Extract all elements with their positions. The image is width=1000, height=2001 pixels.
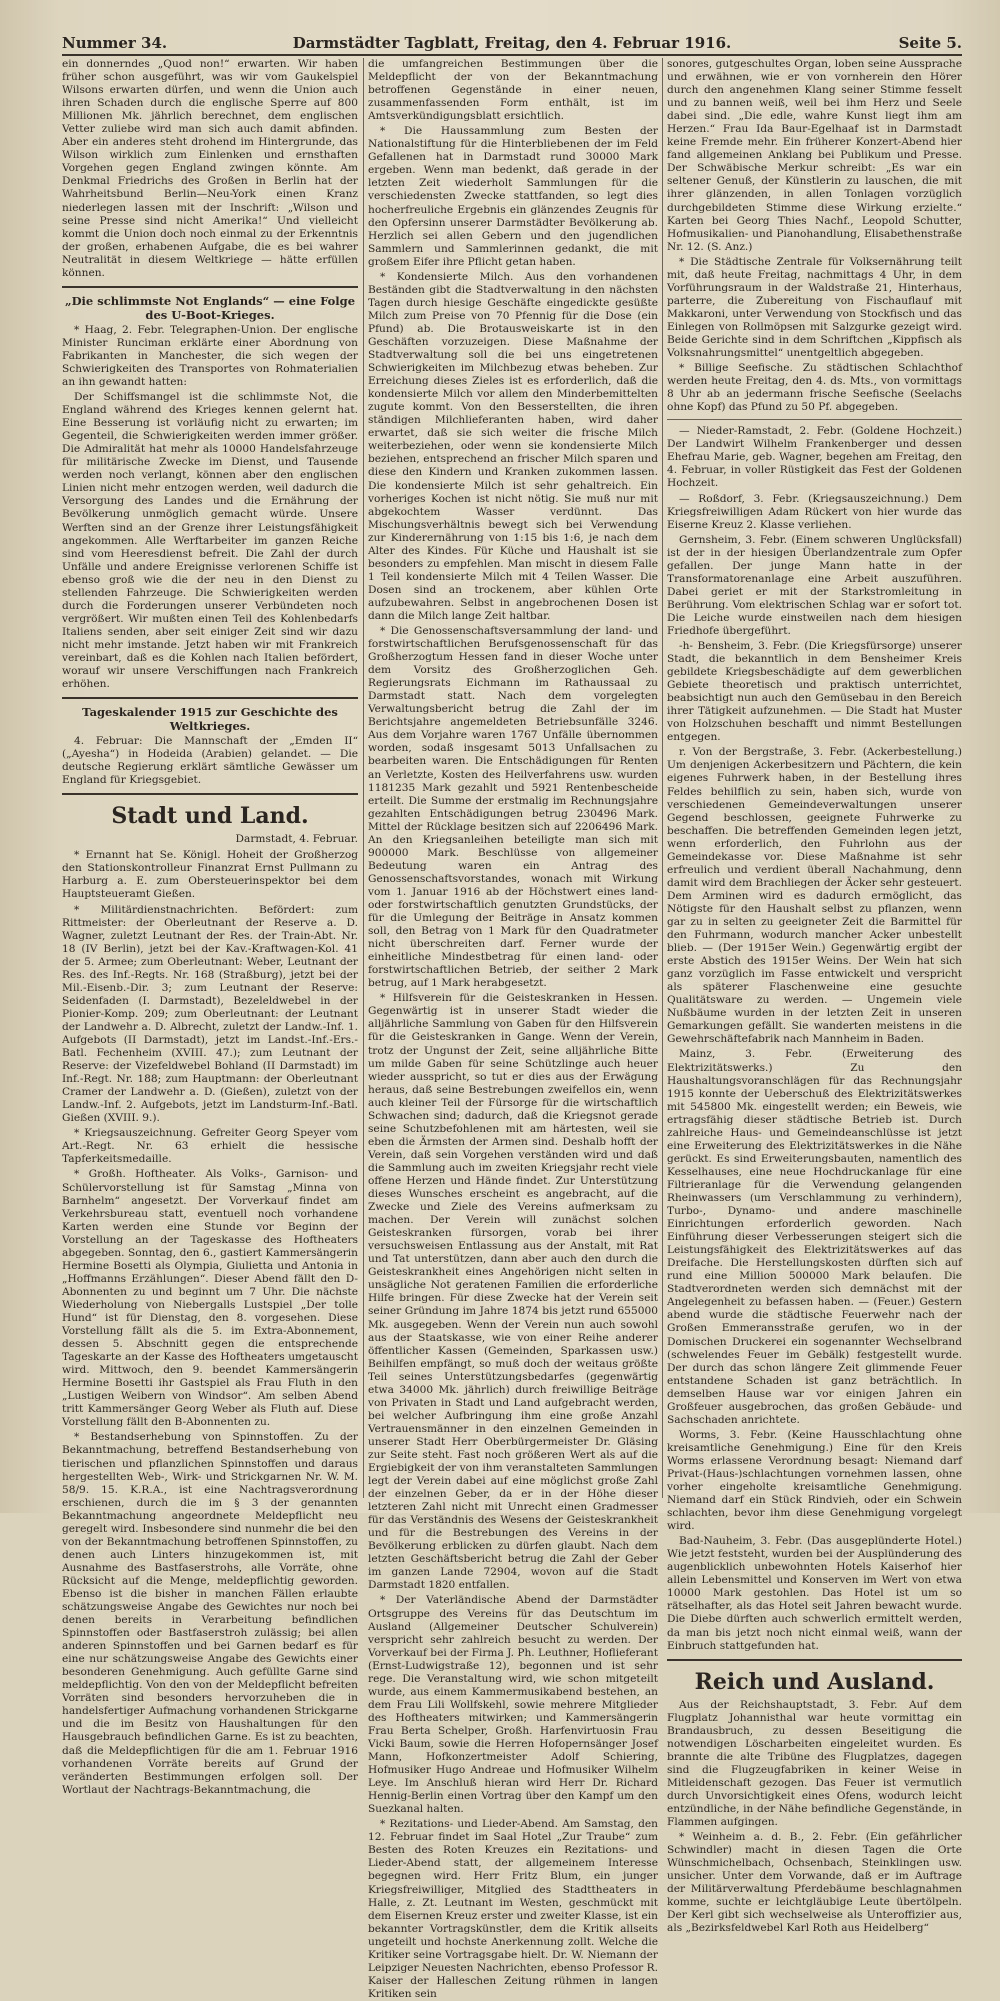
masthead-date: Darmstädter Tagblatt, Freitag, den 4. Februar 1916. xyxy=(292,34,732,52)
article-paragraph: Gernsheim, 3. Febr. (Einem schweren Unglücksfall) ist der in der hiesigen Überlandzentrale zum Opfer gefallen. Der junge Mann hatte in der Transformatorenanlage eine Arbeit auszuführen. Dabei geriet er mit der Starkstromleitung in Berührung. Vom elektrischen Schlag war er sofort tot. Die Leiche wurde einstweilen nach dem hiesigen Friedhofe übergeführt. xyxy=(667,533,962,637)
article-paragraph: * Billige Seefische. Zu städtischen Schlachthof werden heute Freitag, den 4. ds. Mts., von vormittags 8 Uhr ab an jedermann frische Seefische (Seelachs ohne Kopf) das Pfund zu 50 Pf. abgegeben. xyxy=(667,362,962,414)
section-title: Stadt und Land. xyxy=(111,803,309,830)
article-paragraph: * Großh. Hoftheater. Als Volks-, Garnison- und Schülervorstellung ist für Samstag „Minna von Barnhelm“ angesetzt. Der Vorverkauf findet am Verkehrsbureau statt, eventuell noch vorhandene Karten werden eine Stunde vor Beginn der Vorstellung an der Tageskasse des Hoftheaters abgegeben. Sonntag, den 6., gastiert Kammersängerin Hermine Bosetti als Olympia, Giulietta und Antonia in „Hoffmanns Erzählungen“. Dieser Abend fällt den D-Abonnenten zu und beginnt um 7 Uhr. Die nächste Wiederholung von Niebergalls Lustspiel „Der tolle Hund“ ist für Dienstag, den 8. vorgesehen. Diese Vorstellung fällt als die 5. im Extra-Abonnement, dessen 5. Abschnitt gegen die entsprechende Tageskarte an der Kasse des Hoftheaters umgetauscht wird. Mittwoch, den 9. beendet Kammersängerin Hermine Bosetti ihr Gastspiel als Frau Fluth in den „Lustigen Weibern von Windsor“. Am selben Abend tritt Kammersänger Georg Weber als Fluth auf. Diese Vorstellung fällt den B-Abonnenten zu. xyxy=(62,1168,358,1429)
article-paragraph: * Ernannt hat Se. Königl. Hoheit der Großherzog den Stationskontrolleur Finanzrat Ernst Pullmann zu Harburg a. E. zum Obersteuerinspektor bei dem Hauptsteueramt Gießen. xyxy=(62,849,358,901)
article-paragraph: Der Schiffsmangel ist die schlimmste Not, die England während des Krieges kennen gelernt hat. Eine Besserung ist vorläufig nicht zu erwarten; im Gegenteil, die Schwierigkeiten werden immer größer. Die Admiralität hat mehr als 10000 Handelsfahrzeuge für militärische Zwecke im Dienst, und Tausende werden noch verlangt, können aber den englischen Linien nicht mehr entzogen werden, weil dadurch die Versorgung des Landes und die Ernährung der Bevölkerung unmöglich gemacht würde. Unsere Werften sind an der Grenze ihrer Leistungsfähigkeit angekommen. Alle Werftarbeiter im ganzen Reiche sind vom Heeresdienst befreit. Die Zahl der durch Unfälle und andere Ereignisse verlorenen Schiffe ist ebenso groß wie die der neu in den Dienst zu stellenden Fahrzeuge. Die Schwierigkeiten werden durch die Forderungen unserer Verbündeten noch vergrößert. Wir mußten einen Teil des Kohlenbedarfs Italiens senden, aber seit einiger Zeit sind wir dazu nicht mehr imstande. Jetzt haben wir mit Frankreich vereinbart, daß es die Kohlen nach Italien befördert, worauf wir unsere Verschiffungen nach Frankreich erhöhen. xyxy=(62,391,358,691)
divider xyxy=(667,419,962,420)
calendar-entry: 4. Februar: Die Mannschaft der „Emden II“ („Ayesha“) in Hodeida (Arabien) gelandet. — Die deutsche Regierung erklärt sämtliche Gewässer um England für Kriegsgebiet. xyxy=(62,735,358,787)
page-number: Seite 5. xyxy=(898,34,962,52)
section-rule xyxy=(62,793,358,795)
article-paragraph: * Die Haussammlung zum Besten der Nationalstiftung für die Hinterbliebenen der im Feld Gefallenen hat in Darmstadt rund 30000 Mark ergeben. Wenn man bedenkt, daß gerade in der letzten Zeit wiederholt Sammlungen für die verschiedensten Zwecke stattfanden, so legt dies hocherfreuliche Ergebnis ein glänzendes Zeugnis für den Opfersinn unserer Darmstädter Bevölkerung ab. Herzlich sei allen Gebern und den jugendlichen Sammlern und Sammlerinnen gedankt, die mit großem Eifer ihre Pflicht getan haben. xyxy=(368,125,658,268)
article-paragraph: ein donnerndes „Quod non!“ erwarten. Wir haben früher schon ausgeführt, was wir vom Gaukelspiel Wilsons erwarten dürfen, und wenn die Union auch ihren Schaden durch die englische Sperre auf 800 Millionen Mk. jährlich berechnet, dem englischen Vetter zuliebe wird man sich auch damit abfinden. Aber ein anderes steht drohend im Hintergrunde, das Wilson wirklich zum Einlenken und ernsthaften Vorgehen gegen England zwingen könnte. Am Denkmal Friedrichs des Großen in Berlin hat der Wahrheitsbund Berlin—Neu-York einen Kranz niederlegen lassen mit der Inschrift: „Wilson und seine Presse sind nicht Amerika!“ Und vielleicht kommt die Union doch noch einmal zu der Erkenntnis der großen, erhabenen Aufgabe, die es bei wahrer Neutralität in diesem Weltkriege — hätte erfüllen können. xyxy=(62,58,358,279)
article-paragraph: * Haag, 2. Febr. Telegraphen-Union. Der englische Minister Runciman erklärte einer Abordnung von Fabrikanten in Manchester, die sich wegen der Schwierigkeiten des Transportes von Rohmaterialien an ihn gewandt hatten: xyxy=(62,323,358,388)
column-divider xyxy=(662,58,663,1498)
section-rule xyxy=(62,286,358,288)
column-3 xyxy=(667,58,962,1935)
header-rule xyxy=(62,54,962,56)
article-paragraph: * Hilfsverein für die Geisteskranken in Hessen. Gegenwärtig ist in unserer Stadt wieder die alljährliche Sammlung von Gaben für den Hilfsverein für die Geisteskranken in Gange. Wenn der Verein, trotz der Ungunst der Zeit, seine alljährliche Bitte um milde Gaben für seine Schützlinge auch heuer wieder ausspricht, so tut er dies aus der Erwägung heraus, daß seine Bestrebungen zweifellos ein, wenn auch kleiner Teil der Fürsorge für die wirtschaftlich Schwachen sind; dadurch, daß die Kriegsnot gerade seine Schutzbefohlenen mit am härtesten, weil sie eben die Ärmsten der Armen sind. Deshalb hofft der Verein, daß sein Vorgehen verständen wird und daß die Sammlung auch im zweiten Kriegsjahr recht viele offene Herzen und Hände findet. Zur Unterstützung dieses Wunsches erscheint es angebracht, auf die Zwecke und Ziele des Vereins aufmerksam zu machen. Der Verein will zunächst solchen Geisteskranken fürsorgen, vorab bei ihrer versuchsweisen Entlassung aus der Anstalt, mit Rat und Tat unterstützen, dann aber auch den durch die Geisteskrankheit eines Angehörigen nicht selten in unsägliche Not geratenen Familien die erforderliche Hilfe bringen. Für diese Zwecke hat der Verein seit seiner Gründung im Jahre 1874 bis jetzt rund 655000 Mk. ausgegeben. Wenn der Verein nun auch sowohl aus der Staatskasse, wie von einer Reihe anderer öffentlicher Kassen (Gemeinden, Sparkassen usw.) Beihilfen empfängt, so muß doch der weitaus größte Teil seines Unterstützungsbedarfes (gegenwärtig etwa 34000 Mk. jährlich) durch freiwillige Beiträge von Privaten in Stadt und Land aufgebracht werden, bei welcher Aufbringung ihm eine große Anzahl Vertrauensmänner in den einzelnen Gemeinden in unserer Stadt Herr Oberbürgermeister Dr. Gläsing zur Seite steht. Fast noch größeren Wert als auf die Ergiebigkeit der von ihm veranstalteten Sammlungen legt der Verein dabei auf eine möglichst große Zahl der einzelnen Geber, da er in der Höhe dieser letzteren Zahl nicht mit Unrecht einen Gradmesser für das Verständnis des Wesens der Geisteskrankheit und für die Bestrebungen des Vereins in der Bevölkerung erblicken zu dürfen glaubt. Nach dem letzten Geschäftsbericht betrug die Zahl der Geber im ganzen Lande 72904, wovon auf die Stadt Darmstadt 1820 entfallen. xyxy=(368,992,658,1592)
column-1 xyxy=(62,58,358,1796)
section-rule xyxy=(62,697,358,699)
article-paragraph: die umfangreichen Bestimmungen über die Meldepflicht der von der Bekanntmachung betroffenen Gegenstände in einer neuen, zusammenfassenden Form enthält, ist im Amtsverkündigungsblatt ersichtlich. xyxy=(368,58,658,123)
section-rule xyxy=(667,1659,962,1661)
article-headline: „Die schlimmste Not Englands“ — eine Folge des U-Boot-Krieges. xyxy=(64,293,356,322)
article-paragraph: * Kriegsauszeichnung. Gefreiter Georg Speyer vom Art.-Regt. Nr. 63 erhielt die hessische Tapferkeitsmedaille. xyxy=(62,1127,358,1166)
article-paragraph: r. Von der Bergstraße, 3. Febr. (Ackerbestellung.) Um denjenigen Ackerbesitzern und Pächtern, die kein eigenes Fuhrwerk haben, in der Bestellung ihres Feldes behilflich zu sein, haben sich, wurde von verschiedenen Gemeindeverwaltungen unserer Gegend beschlossen, geeignete Fuhrwerke zu beschaffen. Die betreffenden Gemeinden legen jetzt, wenn erforderlich, den Fuhrlohn aus der Gemeindekasse vor. Diese Maßnahme ist sehr erfreulich und verdient überall Nachahmung, denn damit wird dem Brachliegen der Äcker sehr gesteuert. Dem Arminen wird es dadurch ermöglicht, das Nötigste für den Haushalt selbst zu pflanzen, wenn gar zu in selten zu geeigneter Zeit die Barmittel für den Fuhrmann, wodurch mancher Acker unbestellt blieb. — (Der 1915er Wein.) Gegenwärtig ergibt der erste Abstich des 1915er Weins. Der Wein hat sich ganz vorzüglich im Fasse entwickelt und verspricht als späterer Flaschenweine eine gesuchte Qualitätsware zu werden. — Ungemein viele Nußbäume wurden in der letzten Zeit in unseren Gemarkungen gefällt. Sie wanderten meistens in die Gewehrschäftefabrik nach Mannheim in Baden. xyxy=(667,746,962,1046)
article-paragraph: * Die Städtische Zentrale für Volksernährung teilt mit, daß heute Freitag, nachmittags 4 Uhr, in dem Vorführungsraum in der Waldstraße 21, Hinterhaus, parterre, die Zubereitung von Fischauflauf mit Makkaroni, unter Verwendung von Stockfisch und das Einlegen von Rollmöpsen mit Salzgurke gezeigt wird. Beide Gerichte sind in dem Schriftchen „Kippfisch als Volksnahrungsmittel“ unentgeltlich abgegeben. xyxy=(667,255,962,360)
article-paragraph: -h- Bensheim, 3. Febr. (Die Kriegsfürsorge) unserer Stadt, die bekanntlich in dem Bensheimer Kreis gebildete Kriegsbeschädigte auf dem gewerblichen Gebiete theoretisch und praktisch unterrichtet, beabsichtigt nun auch den Gemüsebau in den Bereich ihrer Tätigkeit aufzunehmen. — Die Stadt hat Muster von Holzschuhen beschafft und nimmt Bestellungen entgegen. xyxy=(667,640,962,744)
article-paragraph: * Bestandserhebung von Spinnstoffen. Zu der Bekanntmachung, betreffend Bestandserhebung von tierischen und pflanzlichen Spinnstoffen und daraus hergestellten Web-, Wirk- und Strickgarnen Nr. W. M. 58/9. 15. K.R.A., ist eine Nachtragsverordnung erschienen, durch die im § 3 der genannten Bekanntmachung angeordnete Meldepflicht neu geregelt wird. Insbesondere sind nunmehr die bei den von der Bekanntmachung betroffenen Spinnstoffen, zu denen auch Linters hinzugekommen ist, mit Ausnahme des Bastfaserstrohs, alle Vorräte, ohne Rücksicht auf die Menge, meldepflichtig geworden. Ebenso ist die bisher in manchen Fällen erlaubte schätzungsweise Angabe des Gewichtes nur noch bei denen bereits in Verarbeitung befindlichen Spinnstoffen oder Bastfaserstroh zulässig; bei allen anderen Spinnstoffen und bei Garnen bedarf es für eine nur schätzungsweise Angabe des Gewichts einer besonderen Genehmigung. Auch gefüllte Garne sind meldepflichtig. Von den von der Meldepflicht befreiten Vorräten sind besonders hervorzuheben die in handelsfertiger Aufmachung vorhandenen Strickgarne und die im Besitz von Haushaltungen für den Hausgebrauch befindlichen Garne. Es ist zu beachten, daß die Meldepflichtigen für die am 1. Februar 1916 vorhandenen Vorräte bereits auf Grund der veränderten Bestimmungen erfolgen soll. Der Wortlaut der Nachtrags-Bekanntmachung, die xyxy=(62,1431,358,1796)
article-paragraph: — Nieder-Ramstadt, 2. Febr. (Goldene Hochzeit.) Der Landwirt Wilhelm Frankenberger und dessen Ehefrau Marie, geb. Wagner, begehen am Freitag, den 4. Februar, in voller Rüstigkeit das Fest der Goldenen Hochzeit. xyxy=(667,425,962,490)
article-paragraph: * Die Genossenschaftsversammlung der land- und forstwirtschaftlichen Berufsgenossenschaft für das Großherzogtum Hessen fand in dieser Woche unter dem Vorsitz des Großherzoglichen Geh. Regierungsrats Eichmann im Rathaussaal zu Darmstadt statt. Nach dem vorgelegten Verwaltungsbericht betrug die Zahl der im Berichtsjahre angemeldeten Betriebsunfälle 3246. Aus dem Vorjahre waren 1767 Unfälle übernommen worden, sodaß insgesamt 5013 Unfallsachen zu bearbeiten waren. Die Entschädigungen für Renten an Verletzte, Kosten des Heilverfahrens usw. wurden 1181235 Mark gezahlt und 5921 Rentenbescheide erteilt. Die Summe der erstmalig im Rechnungsjahre gezahlten Entschädigungen betrug 230496 Mark. Mittel der Rücklage besitzen sich auf 2206496 Mark. An den Kriegsanleihen beteiligte man sich mit 900000 Mark. Beschlüsse von allgemeiner Bedeutung waren ein Antrag des Genossenschaftsvorstandes, wonach mit Wirkung vom 1. Januar 1916 ab der Höchstwert eines land- oder forstwirtschaftlich genutzten Grundstücks, der für die Umlegung der Beiträge in Ansatz kommen soll, den Betrag von 1 Mark für den Quadratmeter nicht überschreiten darf. Ferner wurde der einheitliche Mindestbetrag für einen land- oder forstwirtschaftlichen Betrieb, der seither 2 Mark betrug, auf 1 Mark herabgesetzt. xyxy=(368,625,658,990)
article-paragraph: * Militärdienstnachrichten. Befördert: zum Rittmeister: der Oberleutnant der Reserve a. D. Wagner, zuletzt Leutnant der Res. der Train-Abt. Nr. 18 (IV Berlin), jetzt bei der Kav.-Kraftwagen-Kol. 41 der 5. Armee; zum Oberleutnant: Weber, Leutnant der Res. des Inf.-Regts. Nr. 168 (Straßburg), jetzt bei der Mil.-Eisenb.-Dir. 3; zum Leutnant der Reserve: Seidenfaden (I. Darmstadt), Bezeleldwebel in der Pionier-Komp. 209; zum Oberleutnant: der Leutnant der Landwehr a. D. Albrecht, zuletzt der Landw.-Inf. 1. Aufgebots (II Darmstadt), jetzt im Landst.-Inf.-Ers.-Batl. Fechenheim (XVIII. 47.); zum Leutnant der Reserve: der Vizefeldwebel Bohland (II Darmstadt) im Inf.-Regt. Nr. 188; zum Hauptmann: der Oberleutnant Cramer der Landwehr a. D. (Gießen), zuletzt von der Landw.-Inf. 2. Aufgebots, jetzt im Landsturm-Inf.-Batl. Gießen (XVIII. 9.). xyxy=(62,903,358,1125)
column-divider xyxy=(363,58,364,1498)
article-paragraph: — Roßdorf, 3. Febr. (Kriegsauszeichnung.) Dem Kriegsfreiwilligen Adam Rückert von hier wurde das Eiserne Kreuz 2. Klasse verliehen. xyxy=(667,492,962,531)
section-title: Reich und Ausland. xyxy=(694,1668,935,1695)
article-paragraph: Bad-Nauheim, 3. Febr. (Das ausgeplünderte Hotel.) Wie jetzt feststeht, wurden bei der Ausplünderung des augenblicklich unbewohnten Hotels Kaiserhof hier allein Lebensmittel und Konserven im Wert von etwa 10000 Mark gestohlen. Das Hotel ist um so rätselhafter, als das Hotel seit Jahren bewacht wurde. Die Diebe dürften auch schwerlich ermittelt werden, da man bis jetzt noch nicht einmal weiß, wann der Einbruch stattgefunden hat. xyxy=(667,1535,962,1652)
column-2 xyxy=(368,58,658,2000)
article-paragraph: * Rezitations- und Lieder-Abend. Am Samstag, den 12. Februar findet im Saal Hotel „Zur Traube“ zum Besten des Roten Kreuzes ein Rezitations- und Lieder-Abend statt, der allgemeinem Interesse begegnen wird. Herr Fritz Blum, ein junger Kriegsfreiwilliger, Mitglied des Stadttheaters in Halle, z. Zt. Leutnant im Westen, geschmückt mit dem Eisernen Kreuz erster und zweiter Klasse, ist ein bekannter Vortragskünstler, dem die Kritik allseits ungeteilt und hochste Anerkennung zollt. Welche die Kritiker seine Vortragsgabe hielt. Dr. W. Niemann der Leipziger Neuesten Nachrichten, ebenso Professor R. Kaiser der Halleschen Zeitung rühmen in langen Kritiken sein xyxy=(368,1818,658,2000)
page-header xyxy=(62,34,962,52)
issue-number: Nummer 34. xyxy=(62,34,168,52)
dateline: Darmstadt, 4. Februar. xyxy=(235,833,358,846)
article-paragraph: * Kondensierte Milch. Aus den vorhandenen Beständen gibt die Stadtverwaltung in den nächsten Tagen durch hiesige Geschäfte eingedickte gesüßte Milch zum Preise von 70 Pfennig für die Dose (ein Pfund) ab. Die Brotausweiskarte ist in den Geschäften vorzuzeigen. Diese Maßnahme der Stadtverwaltung soll die bei uns eingetretenen Schwierigkeiten im Milchbezug etwas beheben. Zur Erreichung dieses Zieles ist es erforderlich, daß die kondensierte Milch vor allem den Minderbemittelten zugute kommt. Von den Besserstellten, die ihren ständigen Milchlieferanten haben, wird daher erwartet, daß sie sich weiter die frische Milch weiterbeziehen, oder wenn sie kondensierte Milch beziehen, entsprechend an frischer Milch sparen und diese den Kindern und Kranken zukommen lassen. Die kondensierte Milch ist sehr gehaltreich. Ein vorheriges Kochen ist nicht nötig. Sie muß nur mit abgekochtem Wasser verdünnt. Das Mischungsverhältnis bewegt sich bei Verwendung zur Kinderernährung von 1:15 bis 1:6, je nach dem Alter des Kindes. Für Küche und Haushalt ist sie besonders zu empfehlen. Man mischt in diesem Falle 1 Teil kondensierte Milch mit 4 Teilen Wasser. Die Dosen sind an trockenem, aber kühlen Orte aufzubewahren. Selbst in angebrochenen Dosen ist dann die Milch lange Zeit haltbar. xyxy=(368,270,658,622)
calendar-headline: Tageskalender 1915 zur Geschichte des Weltkrieges. xyxy=(82,705,338,734)
article-paragraph: * Weinheim a. d. B., 2. Febr. (Ein gefährlicher Schwindler) macht in diesen Tagen die Orte Wünschmichelbach, Ochsenbach, Steinklingen usw. unsicher. Unter dem Vorwande, daß er im Auftrage der Militärverwaltung Pferdebäume beschlagnahmen komme, suchte er leichtgläubige Leute übertölpeln. Der Kerl gibt sich wechselweise als Unteroffizier aus, als „Bezirksfeldwebel Karl Roth aus Heidelberg“ xyxy=(667,1831,962,1935)
article-paragraph: Mainz, 3. Febr. (Erweiterung des Elektrizitätswerks.) Zu den Haushaltungsvoranschlägen für das Rechnungsjahr 1915 konnte der Ueberschuß des Elektrizitätswerkes mit 545800 Mk. eingestellt werden; ein Beweis, wie ertragsfähig dieser städtische Betrieb ist. Durch zahlreiche Haus- und Gemeindeanschlüsse ist jetzt eine Erweiterung des Elektrizitätswerkes in die Nähe gerückt. Es sind Erweiterungsbauten, namentlich des Kesselhauses, eine neue Hochdruckanlage für eine Filtrieranlage für die Verwendung gelangenden Rheinwassers (um Verschlammung zu verhindern), Turbo-, Dynamo- und andere maschinelle Einrichtungen erforderlich geworden. Nach Einführung dieser Verbesserungen steigert sich die Leistungsfähigkeit des Elektrizitätswerkes auf das Dreifache. Die Herstellungskosten dürften sich auf rund eine Million 500000 Mark belaufen. Die Stadtverordneten werden sich demnächst mit der Angelegenheit zu befassen haben. — (Feuer.) Gestern abend wurde die städtische Feuerwehr nach der Großen Emmeransstraße gerufen, wo in der Domischen Druckerei ein sogenannter Wechselbrand (schwelendes Feuer im Gebälk) festgestellt wurde. Der durch das schon längere Zeit glimmende Feuer entstandene Schaden ist ganz beträchtlich. In demselben Hause war vor einigen Jahren ein Großfeuer ausgebrochen, das großen Gebäude- und Sachschaden anrichtete. xyxy=(667,1048,962,1426)
article-paragraph: Worms, 3. Febr. (Keine Hausschlachtung ohne kreisamtliche Genehmigung.) Eine für den Kreis Worms erlassene Verordnung besagt: Niemand darf Privat-(Haus-)schlachtungen vornehmen lassen, ohne vorher eingeholte kreisamtliche Genehmigung. Niemand darf ein Stück Rindvieh, oder ein Schwein schlachten, bevor ihm diese Genehmigung vorgelegt wird. xyxy=(667,1428,962,1533)
article-paragraph: * Der Vaterländische Abend der Darmstädter Ortsgruppe des Vereins für das Deutschtum im Ausland (Allgemeiner Deutscher Schulverein) verspricht sehr zahlreich besucht zu werden. Der Vorverkauf bei der Firma J. Ph. Leuthner, Hoflieferant (Ernst-Ludwigstraße 12), begonnen und ist sehr rege. Die Veranstaltung wird, wie schon mitgeteilt wurde, aus einem Kammermusikabend bestehen, an dem Frau Lili Wollfskehl, sowie mehrere Mitglieder des Hoftheaters mitwirken; und Kammersängerin Frau Berta Schelper, Großh. Harfenvirtuosin Frau Vicki Baum, sowie die Herren Hofopernsänger Josef Mann, Hofkonzertmeister Adolf Schiering, Hofmusiker Hugo Andreae und Hofmusiker Wilhelm Leye. Im Anschluß hieran wird Herr Dr. Richard Hennig-Berlin einen Vortrag über den Kampf um den Suezkanal halten. xyxy=(368,1594,658,1816)
article-paragraph: sonores, gutgeschultes Organ, loben seine Aussprache und erwähnen, wie er von vornherein den Hörer durch den angenehmen Klang seiner Stimme fesselt und zu bannen weiß, weil bei ihm Herz und Seele dabei sind. „Die edle, wahre Kunst liegt ihm am Herzen.“ Frau Ida Baur-Egelhaaf ist in Darmstadt keine Fremde mehr. Ein früherer Konzert-Abend hier fand allgemeinen Anklang bei Publikum und Presse. Der Schwäbische Merkur schreibt: „Es war ein seltener Genuß, der Künstlerin zu lauschen, die mit ihrer glänzenden, in allen Tonlagen vorzüglich durchgebildeten Stimme diese Wirkung erzielte.“ Karten bei Georg Thies Nachf., Leopold Schutter, Hofmusikalien- und Pianohandlung, Elisabethenstraße Nr. 12. (S. Anz.) xyxy=(667,58,962,253)
article-paragraph: Aus der Reichshauptstadt, 3. Febr. Auf dem Flugplatz Johannisthal war heute vormittag ein Brandausbruch, zu dessen Beseitigung die notwendigen Löscharbeiten eingeleitet wurden. Es brannte die alte Tribüne des Flugplatzes, dagegen sind die Flugzeugfabriken in keiner Weise in Mitleidenschaft gezogen. Das Feuer ist vermutlich durch Unvorsichtigkeit eines Ofens, wodurch leicht entzündliche, in der Nähe befindliche Gegenstände, in Flammen aufgingen. xyxy=(667,1698,962,1829)
